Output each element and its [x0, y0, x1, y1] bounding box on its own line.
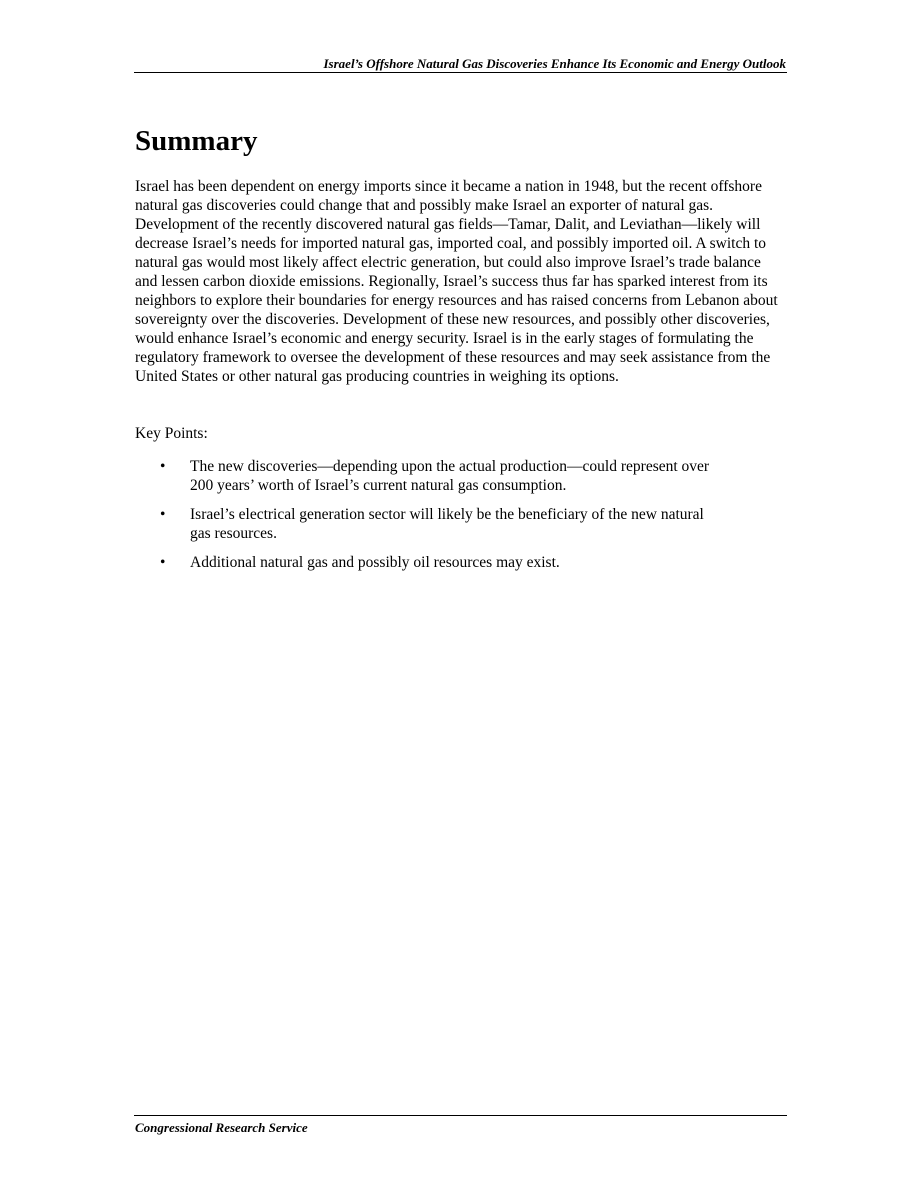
key-point-text: Israel’s electrical generation sector will likely be the beneficiary of the new natural gas resources.: [190, 506, 704, 542]
footer-divider: [134, 1115, 787, 1116]
list-item: [160, 505, 720, 543]
header-divider: [134, 72, 787, 73]
key-point-text: Additional natural gas and possibly oil resources may exist.: [190, 554, 560, 571]
running-header: Israel’s Offshore Natural Gas Discoveries Enhance Its Economic and Energy Outlook: [323, 56, 786, 71]
page-title: Summary: [135, 125, 258, 157]
bullet-icon: •: [160, 458, 166, 475]
bullet-icon: •: [160, 554, 166, 571]
bullet-icon: •: [160, 506, 166, 523]
summary-paragraph: Israel has been dependent on energy imports since it became a nation in 1948, but the recent offshore natural gas discoveries could change that and possibly make Israel an exporter of natural gas. Development of the recently discovered natural gas fields—Tamar, Dalit, and Leviathan—likely will decrease Israel’s needs for imported natural gas, imported coal, and possibly imported oil. A switch to natural gas would most likely affect electric generation, but could also improve Israel’s trade balance and lessen carbon dioxide emissions. Regionally, Israel’s success thus far has sparked interest from its neighbors to explore their boundaries for energy resources and has raised concerns from Lebanon about sovereignty over the discoveries. Development of these new resources, and possibly other discoveries, would enhance Israel’s economic and energy security. Israel is in the early stages of formulating the regulatory framework to oversee the development of these resources and may seek assistance from the United States or other natural gas producing countries in weighing its options.: [135, 178, 778, 385]
key-points-list: [160, 457, 720, 582]
key-point-text: The new discoveries—depending upon the actual production—could represent over 200 years’ worth of Israel’s current natural gas consumption.: [190, 458, 710, 494]
list-item: [160, 553, 720, 572]
list-item: [160, 457, 720, 495]
key-points-label: Key Points:: [135, 425, 208, 442]
running-footer: Congressional Research Service: [135, 1120, 308, 1135]
